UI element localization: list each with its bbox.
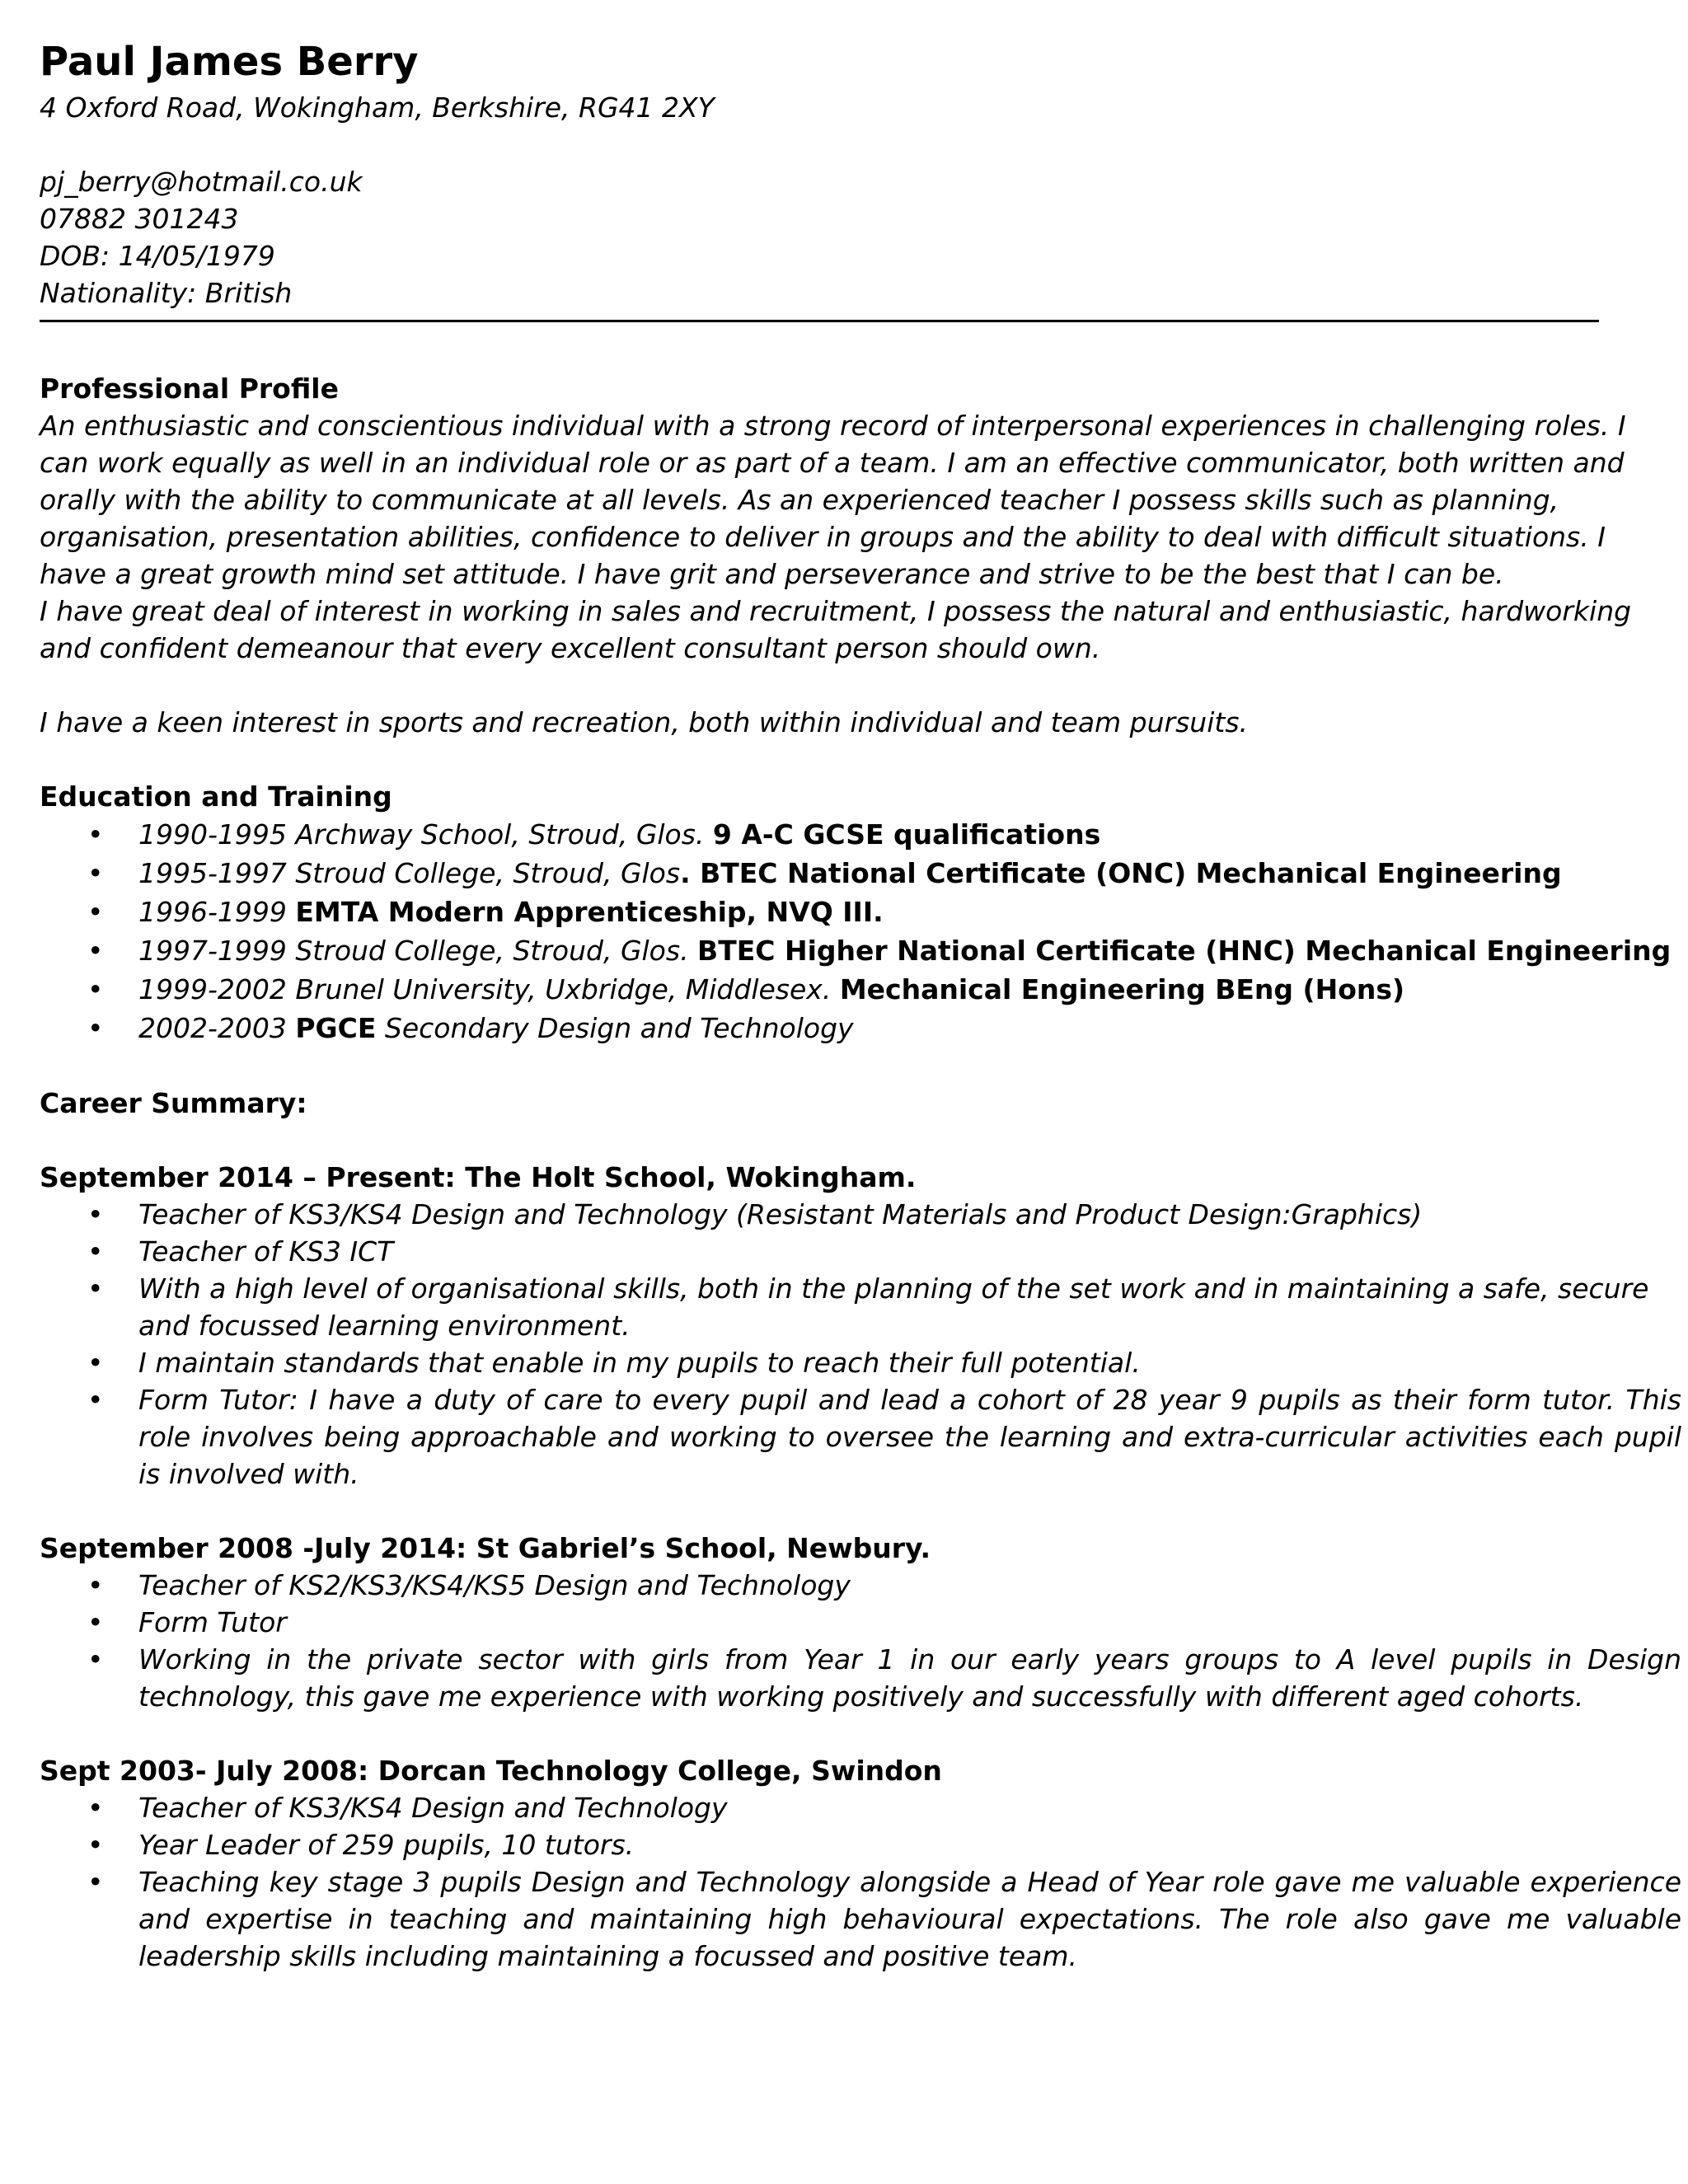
- profile-paragraph-2: I have great deal of interest in working in sales and recruitment, I possess the natural and enthusiastic, hardworking and confident demeanour that every excellent consultant person should own.: [40, 595, 1632, 664]
- job-duty: • Teacher of KS2/KS3/KS4/KS5 Design and Technology: [87, 1569, 851, 1601]
- job-duty: • Teacher of KS3 ICT: [87, 1235, 394, 1268]
- education-item: • 1995-1997 Stroud College, Stroud, Glos. BTEC National Certificate (ONC) Mechanical Engineering: [87, 857, 1562, 889]
- nationality: Nationality: British: [40, 277, 293, 309]
- job-duty: • Teacher of KS3/KS4 Design and Technology (Resistant Materials and Product Design:Graphics): [87, 1198, 1423, 1230]
- candidate-name: Paul James Berry: [40, 39, 419, 85]
- profile-paragraph-3: I have a keen interest in sports and recreation, both within individual and team pursuits.: [40, 706, 1249, 738]
- career-heading: Career Summary:: [40, 1087, 307, 1119]
- address: 4 Oxford Road, Wokingham, Berkshire, RG41 2XY: [40, 91, 715, 124]
- job-duty: • With a high level of organisational skills, both in the planning of the set work and in maintaining a safe, secure and focussed learning environment.: [87, 1272, 1649, 1342]
- job-duty: • Working in the private sector with girls from Year 1 in our early years groups to A level pupils in Design technology, this gave me experience with working positively and successfully with different aged cohorts.: [87, 1643, 1681, 1713]
- job-title: Sept 2003- July 2008: Dorcan Technology College, Swindon: [40, 1755, 942, 1787]
- job-duty: • Teacher of KS3/KS4 Design and Technology: [87, 1792, 728, 1824]
- job-duties-list: [40, 1196, 1681, 1493]
- job-duty: • I maintain standards that enable in my pupils to reach their full potential.: [87, 1347, 1141, 1379]
- phone: 07882 301243: [40, 203, 239, 235]
- profile-paragraph-1: An enthusiastic and conscientious individual with a strong record of interpersonal experiences in challenging roles. I can work equally as well in an individual role or as part of a team. I am an effective communicator, both written and orally with the ability to communicate at all levels. As an experienced teacher I possess skills such as planning, organisation, presentation abilities, confidence to deliver in groups and the ability to deal with difficult situations. I have a great growth mind set attitude. I have grit and perseverance and strive to be the best that I can be.: [40, 410, 1626, 590]
- education-item: • 1997-1999 Stroud College, Stroud, Glos. BTEC Higher National Certificate (HNC) Mechanical Engineering: [87, 935, 1672, 967]
- job-duty: • Form Tutor: [87, 1606, 287, 1638]
- education-item: • 1999-2002 Brunel University, Uxbridge, Middlesex. Mechanical Engineering BEng (Hons): [87, 973, 1405, 1005]
- job-title: September 2008 -July 2014: St Gabriel’s School, Newbury.: [40, 1532, 931, 1564]
- education-item: • 1990-1995 Archway School, Stroud, Glos. 9 A-C GCSE qualifications: [87, 818, 1101, 851]
- education-item: • 2002-2003 PGCE Secondary Design and Technology: [87, 1012, 854, 1044]
- profile-heading: Professional Profile: [40, 373, 339, 405]
- email: pj_berry@hotmail.co.uk: [40, 166, 363, 198]
- job-duties-list: [40, 1789, 1681, 1975]
- job-duties-list: [40, 1567, 1681, 1715]
- education-item: • 1996-1999 EMTA Modern Apprenticeship, NVQ III.: [87, 896, 884, 928]
- cv-page: [40, 35, 1681, 1975]
- date-of-birth: DOB: 14/05/1979: [40, 240, 275, 272]
- job-duty: • Year Leader of 259 pupils, 10 tutors.: [87, 1829, 635, 1861]
- job-title: September 2014 – Present: The Holt School, Wokingham.: [40, 1161, 917, 1193]
- header-divider: [40, 320, 1599, 322]
- job-duty: • Form Tutor: I have a duty of care to every pupil and lead a cohort of 28 year 9 pupils as their form tutor. This role involves being approachable and working to oversee the learning and extra-curricular activities each pupil is involved with.: [87, 1384, 1681, 1490]
- job-duty: • Teaching key stage 3 pupils Design and Technology alongside a Head of Year role gave me valuable experience and expertise in teaching and maintaining high behavioural expectations. The role also gave me valuable leadership skills including maintaining a focussed and positive team.: [87, 1866, 1681, 1972]
- education-heading: Education and Training: [40, 780, 392, 813]
- education-list: [40, 815, 1672, 1047]
